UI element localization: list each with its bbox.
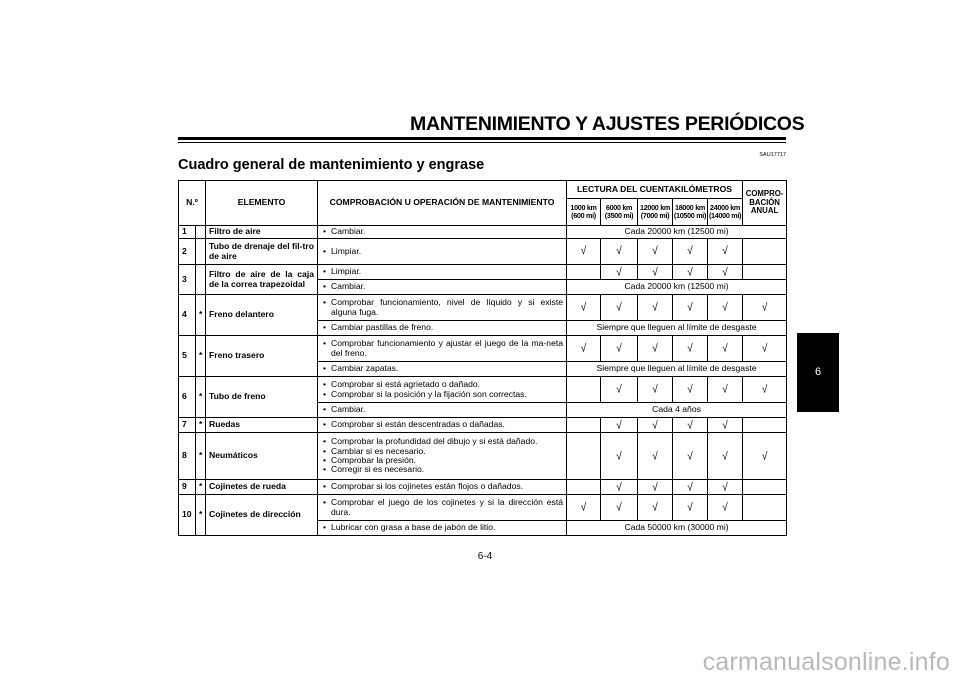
row-number: 6 xyxy=(179,377,196,418)
row-operation xyxy=(318,295,567,321)
check-mark xyxy=(673,265,708,280)
operation-item: • Lubricar con grasa a base de jabón de litio. xyxy=(321,523,563,532)
row-operation xyxy=(318,521,567,536)
check-mark-glyph: √ xyxy=(652,265,658,279)
operation-item: • Comprobar el juego de los cojinetes y si la dirección está dura. xyxy=(321,498,563,517)
check-mark xyxy=(601,265,638,280)
check-mark-glyph: √ xyxy=(722,265,728,279)
empty-cell xyxy=(743,480,787,495)
check-mark-glyph: √ xyxy=(616,383,622,396)
check-mark xyxy=(673,418,708,433)
check-mark-glyph: √ xyxy=(722,501,728,514)
check-mark-glyph: √ xyxy=(652,301,658,314)
chapter-tab-number: 6 xyxy=(814,366,822,378)
check-mark-glyph: √ xyxy=(761,301,768,314)
row-element: Filtro de aire xyxy=(206,226,318,239)
operation-item: • Comprobar si están descentradas o dañadas. xyxy=(321,420,563,429)
header-rule-thick xyxy=(178,137,786,140)
row-element: Ruedas xyxy=(206,418,318,433)
operation-item: • Comprobar si la posición y la fijación son correctas. xyxy=(321,390,563,399)
check-mark xyxy=(567,495,601,521)
maintenance-table xyxy=(178,180,787,536)
table-row xyxy=(179,480,787,495)
operation-item: • Cambiar si es necesario. xyxy=(321,447,563,456)
check-mark xyxy=(601,377,638,403)
check-mark xyxy=(743,433,787,480)
header-no: N.º xyxy=(179,181,206,226)
check-mark xyxy=(708,433,743,480)
header-annual-check xyxy=(743,181,787,226)
check-mark xyxy=(601,433,638,480)
row-element: Freno delantero xyxy=(206,295,318,336)
empty-cell xyxy=(743,495,787,521)
check-mark-glyph: √ xyxy=(722,383,728,396)
check-mark xyxy=(601,239,638,265)
interval-mi: (600 mi) xyxy=(571,211,596,220)
check-mark-glyph: √ xyxy=(687,418,693,432)
row-operation xyxy=(318,226,567,239)
row-operation xyxy=(318,362,567,377)
check-mark xyxy=(708,265,743,280)
check-mark xyxy=(708,418,743,433)
row-star: * xyxy=(196,480,206,495)
check-mark-glyph: √ xyxy=(652,501,658,514)
check-mark xyxy=(673,495,708,521)
check-mark-glyph: √ xyxy=(616,265,622,279)
check-mark xyxy=(708,480,743,495)
check-mark xyxy=(638,495,673,521)
page-number: 6-4 xyxy=(477,551,493,562)
operation-item: • Comprobar la presión. xyxy=(321,456,563,465)
check-mark xyxy=(601,336,638,362)
check-mark-glyph: √ xyxy=(616,418,622,432)
table-row xyxy=(179,295,787,321)
operation-item: • Cambiar. xyxy=(321,405,563,414)
row-number: 4 xyxy=(179,295,196,336)
check-mark-glyph: √ xyxy=(761,449,768,463)
check-mark xyxy=(708,295,743,321)
check-mark xyxy=(673,239,708,265)
row-element: Neumáticos xyxy=(206,433,318,480)
empty-cell xyxy=(743,265,787,280)
interval-header xyxy=(638,199,673,226)
check-mark-glyph: √ xyxy=(652,449,658,463)
row-star: * xyxy=(196,336,206,377)
table-row xyxy=(179,265,787,280)
check-mark xyxy=(673,377,708,403)
operation-item: • Cambiar. xyxy=(321,227,563,236)
check-mark xyxy=(708,495,743,521)
row-star: * xyxy=(196,418,206,433)
header-annual-line2: BACIÓN xyxy=(749,197,780,207)
row-interval-text: Siempre que lleguen al límite de desgaste xyxy=(567,362,787,377)
header-annual-line3: ANUAL xyxy=(750,206,779,216)
check-mark xyxy=(638,480,673,495)
empty-cell xyxy=(743,239,787,265)
empty-cell xyxy=(567,265,601,280)
check-mark-glyph: √ xyxy=(652,342,658,355)
check-mark xyxy=(638,336,673,362)
row-star: * xyxy=(196,377,206,418)
check-mark xyxy=(567,295,601,321)
row-star xyxy=(196,265,206,295)
check-mark-glyph: √ xyxy=(761,383,768,396)
check-mark-glyph: √ xyxy=(580,301,587,314)
check-mark xyxy=(638,265,673,280)
header-operation: COMPROBACIÓN U OPERACIÓN DE MANTENIMIENTO xyxy=(318,181,567,226)
row-operation xyxy=(318,433,567,480)
check-mark xyxy=(673,433,708,480)
check-mark-glyph: √ xyxy=(687,245,693,258)
interval-km: 1000 km xyxy=(570,202,597,212)
operation-item: • Cambiar pastillas de freno. xyxy=(321,323,563,332)
row-number: 8 xyxy=(179,433,196,480)
row-number: 5 xyxy=(179,336,196,377)
check-mark xyxy=(638,377,673,403)
check-mark-glyph: √ xyxy=(722,342,728,355)
check-mark-glyph: √ xyxy=(580,342,587,355)
check-mark xyxy=(638,239,673,265)
row-element: Freno trasero xyxy=(206,336,318,377)
row-operation xyxy=(318,480,567,495)
check-mark-glyph: √ xyxy=(687,301,693,314)
row-operation xyxy=(318,377,567,403)
row-interval-text: Cada 50000 km (30000 mi) xyxy=(567,521,787,536)
interval-mi: (3500 mi) xyxy=(604,211,634,220)
check-mark-glyph: √ xyxy=(652,480,658,494)
check-mark xyxy=(673,480,708,495)
interval-mi: (14000 mi) xyxy=(708,211,742,220)
check-mark xyxy=(567,336,601,362)
operation-item: • Comprobar si los cojinetes están flojos o dañados. xyxy=(321,482,563,491)
check-mark-glyph: √ xyxy=(722,418,728,432)
empty-cell xyxy=(567,377,601,403)
check-mark-glyph: √ xyxy=(722,245,728,258)
row-operation xyxy=(318,280,567,295)
row-interval-text: Cada 4 años xyxy=(567,403,787,418)
check-mark-glyph: √ xyxy=(687,449,693,463)
row-star: * xyxy=(196,495,206,536)
row-element: Tubo de drenaje del fil-tro de aire xyxy=(206,239,318,265)
interval-header xyxy=(708,199,743,226)
check-mark-glyph: √ xyxy=(616,301,622,314)
row-operation xyxy=(318,265,567,280)
interval-mi: (10500 mi) xyxy=(673,211,707,220)
check-mark-glyph: √ xyxy=(652,418,658,432)
check-mark-glyph: √ xyxy=(722,480,728,494)
row-operation xyxy=(318,495,567,521)
check-mark xyxy=(708,239,743,265)
row-star: * xyxy=(196,295,206,336)
check-mark-glyph: √ xyxy=(616,449,622,463)
check-mark xyxy=(567,239,601,265)
operation-item: • Corregir si es necesario. xyxy=(321,465,563,474)
header-annual-line1: COMPRO- xyxy=(745,188,784,198)
interval-km: 12000 km xyxy=(640,202,670,212)
check-mark-glyph: √ xyxy=(652,383,658,396)
header-odometer: LECTURA DEL CUENTAKILÓMETROS xyxy=(567,181,743,199)
row-operation xyxy=(318,321,567,336)
row-element: Tubo de freno xyxy=(206,377,318,418)
row-interval-text: Cada 20000 km (12500 mi) xyxy=(567,280,787,295)
check-mark xyxy=(743,295,787,321)
check-mark xyxy=(708,377,743,403)
row-operation xyxy=(318,418,567,433)
operation-item: • Comprobar funcionamiento, nivel de líquido y si existe alguna fuga. xyxy=(321,298,563,317)
row-element: Filtro de aire de la caja de la correa trapezoidal xyxy=(206,265,318,295)
row-interval-text: Cada 20000 km (12500 mi) xyxy=(567,226,787,239)
interval-km: 24000 km xyxy=(710,202,741,212)
check-mark xyxy=(638,433,673,480)
row-element: Cojinetes de rueda xyxy=(206,480,318,495)
row-number: 3 xyxy=(179,265,196,295)
row-number: 2 xyxy=(179,239,196,265)
row-star: * xyxy=(196,433,206,480)
table-row xyxy=(179,239,787,265)
check-mark xyxy=(743,336,787,362)
row-number: 7 xyxy=(179,418,196,433)
table-row xyxy=(179,433,787,480)
check-mark-glyph: √ xyxy=(652,245,658,258)
table-row xyxy=(179,226,787,239)
document-code: SAU17717 xyxy=(759,152,786,158)
check-mark xyxy=(601,480,638,495)
row-element: Cojinetes de dirección xyxy=(206,495,318,536)
check-mark-glyph: √ xyxy=(616,342,622,355)
row-operation xyxy=(318,239,567,265)
check-mark-glyph: √ xyxy=(616,501,622,514)
table-row xyxy=(179,336,787,362)
table-row xyxy=(179,495,787,521)
check-mark xyxy=(638,295,673,321)
empty-cell xyxy=(743,418,787,433)
watermark-link[interactable]: carmanualsonline.info xyxy=(702,648,950,676)
row-star xyxy=(196,239,206,265)
check-mark-glyph: √ xyxy=(687,501,693,514)
empty-cell xyxy=(567,480,601,495)
section-title: Cuadro general de mantenimiento y engrase xyxy=(178,157,485,173)
row-operation xyxy=(318,336,567,362)
operation-item: • Cambiar. xyxy=(321,282,563,291)
interval-km: 6000 km xyxy=(605,202,633,212)
check-mark xyxy=(708,336,743,362)
check-mark-glyph: √ xyxy=(687,265,693,279)
interval-header xyxy=(567,199,601,226)
chapter-tab xyxy=(797,333,839,412)
header-rule-thin xyxy=(178,142,786,143)
empty-cell xyxy=(567,433,601,480)
check-mark xyxy=(673,336,708,362)
check-mark xyxy=(601,495,638,521)
row-operation xyxy=(318,403,567,418)
check-mark-glyph: √ xyxy=(580,245,587,258)
check-mark xyxy=(638,418,673,433)
check-mark-glyph: √ xyxy=(722,449,728,463)
row-star xyxy=(196,226,206,239)
check-mark-glyph: √ xyxy=(616,480,622,494)
empty-cell xyxy=(567,418,601,433)
row-number: 9 xyxy=(179,480,196,495)
operation-item: • Limpiar. xyxy=(321,267,563,276)
check-mark-glyph: √ xyxy=(722,301,728,314)
header-element: ELEMENTO xyxy=(206,181,318,226)
check-mark-glyph: √ xyxy=(616,245,622,258)
check-mark-glyph: √ xyxy=(687,342,693,355)
page-header-title: MANTENIMIENTO Y AJUSTES PERIÓDICOS xyxy=(410,113,805,135)
operation-item: • Comprobar si está agrietado o dañado. xyxy=(321,380,563,389)
check-mark-glyph: √ xyxy=(687,480,693,494)
check-mark-glyph: √ xyxy=(761,342,768,355)
check-mark xyxy=(601,295,638,321)
check-mark xyxy=(673,295,708,321)
operation-item: • Limpiar. xyxy=(321,247,563,256)
interval-header xyxy=(673,199,708,226)
interval-km: 18000 km xyxy=(675,202,705,212)
operation-item: • Comprobar funcionamiento y ajustar el juego de la ma-neta del freno. xyxy=(321,339,563,358)
table-row xyxy=(179,418,787,433)
check-mark-glyph: √ xyxy=(687,383,693,396)
check-mark xyxy=(743,377,787,403)
check-mark xyxy=(601,418,638,433)
row-interval-text: Siempre que lleguen al límite de desgaste xyxy=(567,321,787,336)
interval-mi: (7000 mi) xyxy=(640,211,670,220)
interval-header xyxy=(601,199,638,226)
operation-item: • Comprobar la profundidad del dibujo y si está dañado. xyxy=(321,437,563,446)
check-mark-glyph: √ xyxy=(580,501,587,514)
operation-item: • Cambiar zapatas. xyxy=(321,364,563,373)
row-number: 10 xyxy=(179,495,196,536)
row-number: 1 xyxy=(179,226,196,239)
table-row xyxy=(179,377,787,403)
